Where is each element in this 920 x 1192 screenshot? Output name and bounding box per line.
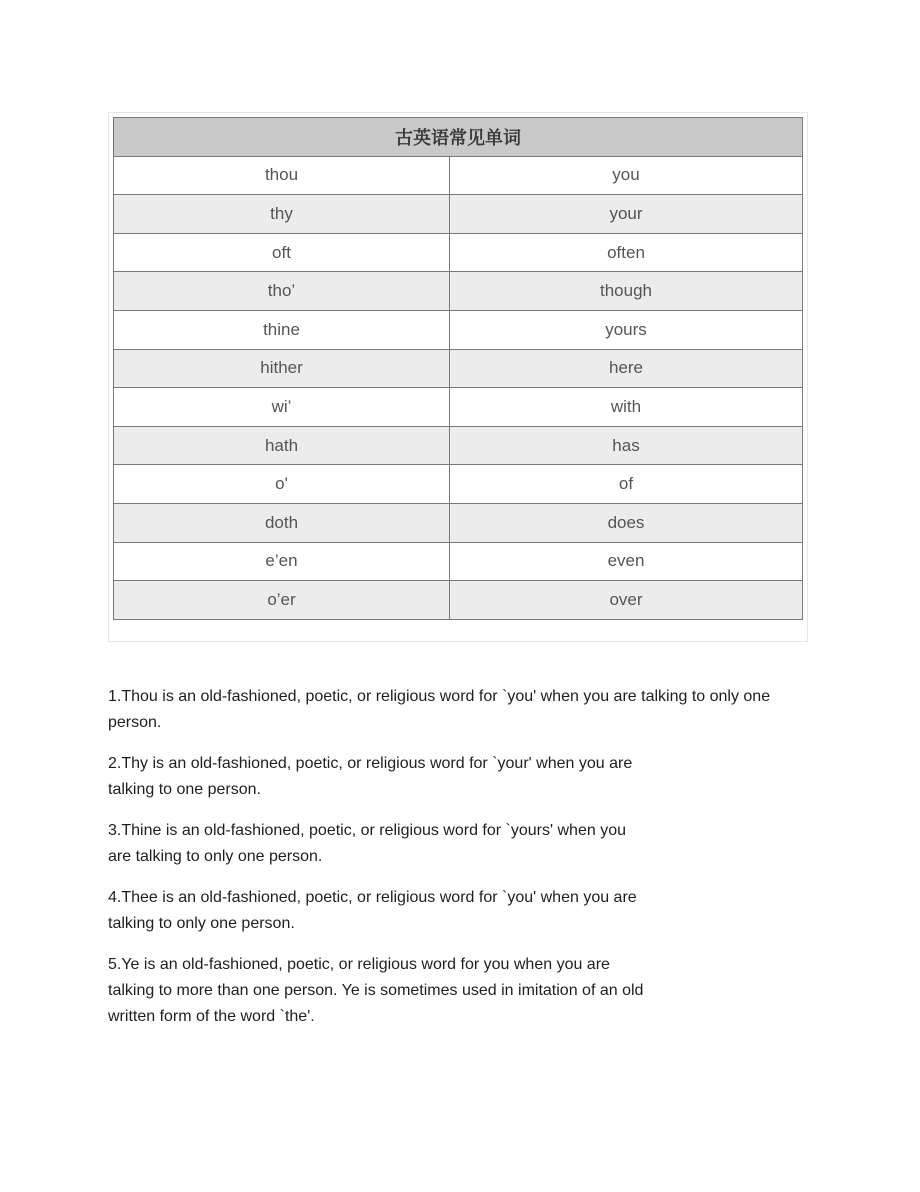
note-line: talking to one person. [108, 781, 261, 798]
table-row [114, 156, 803, 195]
old-english-word: hath [114, 426, 450, 465]
old-english-word: o' [114, 465, 450, 504]
note-paragraph [108, 952, 820, 1030]
table-row [114, 310, 803, 349]
old-english-word: doth [114, 503, 450, 542]
note-line: 4.Thee is an old-fashioned, poetic, or religious word for `you' when you are [108, 889, 637, 906]
modern-english-word: here [450, 349, 803, 388]
table-row [114, 542, 803, 581]
note-line: 2.Thy is an old-fashioned, poetic, or religious word for `your' when you are [108, 755, 633, 772]
old-english-word: thine [114, 310, 450, 349]
note-line: talking to only one person. [108, 915, 295, 932]
modern-english-word: even [450, 542, 803, 581]
old-english-word: wi’ [114, 388, 450, 427]
note-line: are talking to only one person. [108, 848, 323, 865]
table-row [114, 388, 803, 427]
vocabulary-table [113, 117, 803, 620]
old-english-word: oft [114, 233, 450, 272]
table-row [114, 426, 803, 465]
table-row [114, 233, 803, 272]
note-line: 3.Thine is an old-fashioned, poetic, or religious word for `yours' when you [108, 822, 626, 839]
table-row [114, 581, 803, 620]
notes-section [108, 684, 820, 1045]
table-title: 古英语常见单词 [114, 118, 803, 157]
old-english-word: thy [114, 195, 450, 234]
modern-english-word: over [450, 581, 803, 620]
modern-english-word: with [450, 388, 803, 427]
old-english-word: thou [114, 156, 450, 195]
old-english-word: tho’ [114, 272, 450, 311]
table-row [114, 503, 803, 542]
table-row [114, 349, 803, 388]
note-line: 5.Ye is an old-fashioned, poetic, or religious word for you when you are [108, 956, 610, 973]
table-row [114, 195, 803, 234]
note-paragraph [108, 751, 820, 803]
modern-english-word: often [450, 233, 803, 272]
table-header-row [114, 118, 803, 157]
modern-english-word: does [450, 503, 803, 542]
note-paragraph [108, 684, 820, 736]
note-line: 1.Thou is an old-fashioned, poetic, or religious word for `you' when you are talking to only one [108, 688, 771, 705]
old-english-word: hither [114, 349, 450, 388]
modern-english-word: though [450, 272, 803, 311]
note-paragraph [108, 885, 820, 937]
note-line: person. [108, 714, 162, 731]
table-body [114, 156, 803, 619]
modern-english-word: yours [450, 310, 803, 349]
table-row [114, 465, 803, 504]
note-line: talking to more than one person. Ye is sometimes used in imitation of an old [108, 982, 644, 999]
note-line: written form of the word `the'. [108, 1008, 315, 1025]
modern-english-word: your [450, 195, 803, 234]
modern-english-word: has [450, 426, 803, 465]
modern-english-word: you [450, 156, 803, 195]
table-row [114, 272, 803, 311]
note-paragraph [108, 818, 820, 870]
old-english-word: o’er [114, 581, 450, 620]
modern-english-word: of [450, 465, 803, 504]
old-english-word: e’en [114, 542, 450, 581]
